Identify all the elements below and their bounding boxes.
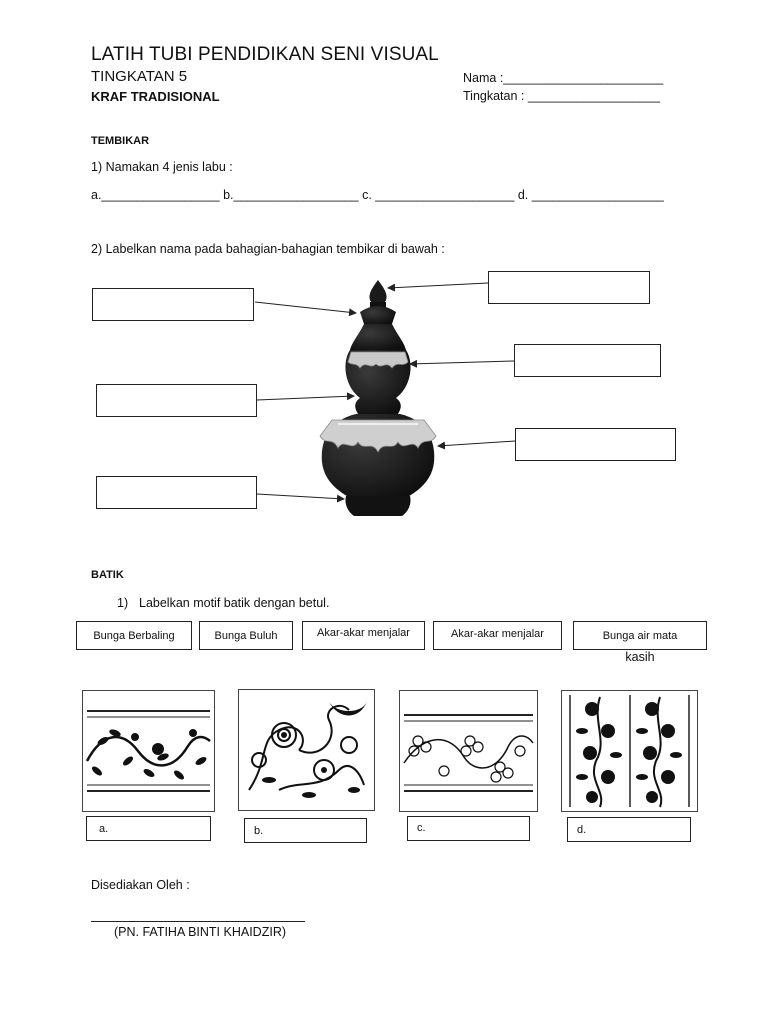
floral-column-motif-icon bbox=[562, 691, 697, 811]
option-label: Bunga Buluh bbox=[214, 630, 278, 642]
answer-box-d[interactable] bbox=[567, 817, 691, 842]
level-label: TINGKATAN 5 bbox=[91, 68, 188, 85]
vine-motif-icon bbox=[83, 691, 214, 811]
answer-box-a[interactable] bbox=[86, 816, 211, 841]
answer-label-d: d. bbox=[577, 824, 587, 836]
motif-c bbox=[399, 690, 538, 812]
name-field[interactable]: Nama :_______________________ bbox=[463, 71, 664, 85]
answer-label-a: a. bbox=[99, 823, 109, 835]
question-1: 1) Namakan 4 jenis labu : bbox=[91, 160, 233, 174]
preparer-name: (PN. FATIHA BINTI KHAIDZIR) bbox=[114, 925, 287, 939]
option-label: Bunga Berbaling bbox=[93, 630, 175, 642]
batik-question: Labelkan motif batik dengan betul. bbox=[139, 596, 330, 610]
tendril-motif-icon bbox=[400, 691, 537, 811]
motif-a bbox=[82, 690, 215, 812]
prepared-by-label: Disediakan Oleh : bbox=[91, 878, 190, 892]
option-bunga-berbaling[interactable] bbox=[76, 621, 192, 650]
option-label: Akar-akar menjalar bbox=[451, 628, 544, 640]
option-label: Bunga air mata bbox=[602, 630, 678, 642]
answer-label-c: c. bbox=[417, 822, 426, 834]
answer-box-b[interactable] bbox=[244, 818, 367, 843]
batik-question-number: 1) bbox=[117, 596, 129, 610]
option-bunga-buluh[interactable] bbox=[199, 621, 293, 650]
answer-label-b: b. bbox=[254, 825, 264, 837]
batik-heading: BATIK bbox=[91, 569, 124, 581]
option-akar-akar-2[interactable] bbox=[433, 621, 562, 650]
option-label-tail: kasih bbox=[625, 650, 655, 664]
option-bunga-air-mata-kasih[interactable] bbox=[573, 621, 707, 664]
subject-label: KRAF TRADISIONAL bbox=[91, 89, 220, 104]
question-2: 2) Labelkan nama pada bahagian-bahagian tembikar di bawah : bbox=[91, 242, 445, 256]
answer-lines[interactable]: a._________________ b.__________________ c. ____________________ d. ___________________ bbox=[91, 188, 664, 202]
answer-box-c[interactable] bbox=[407, 816, 530, 841]
tembikar-heading: TEMBIKAR bbox=[91, 135, 150, 147]
form-field[interactable]: Tingkatan : ___________________ bbox=[463, 89, 660, 103]
motif-b bbox=[238, 689, 375, 811]
page-title: LATIH TUBI PENDIDIKAN SENI VISUAL bbox=[91, 44, 439, 65]
vase bbox=[320, 280, 436, 516]
flower-motif-icon bbox=[239, 690, 374, 810]
motif-d bbox=[561, 690, 698, 812]
option-label: Akar-akar menjalar bbox=[317, 627, 410, 639]
signature-line bbox=[91, 921, 305, 922]
option-akar-akar-1[interactable] bbox=[302, 621, 425, 650]
